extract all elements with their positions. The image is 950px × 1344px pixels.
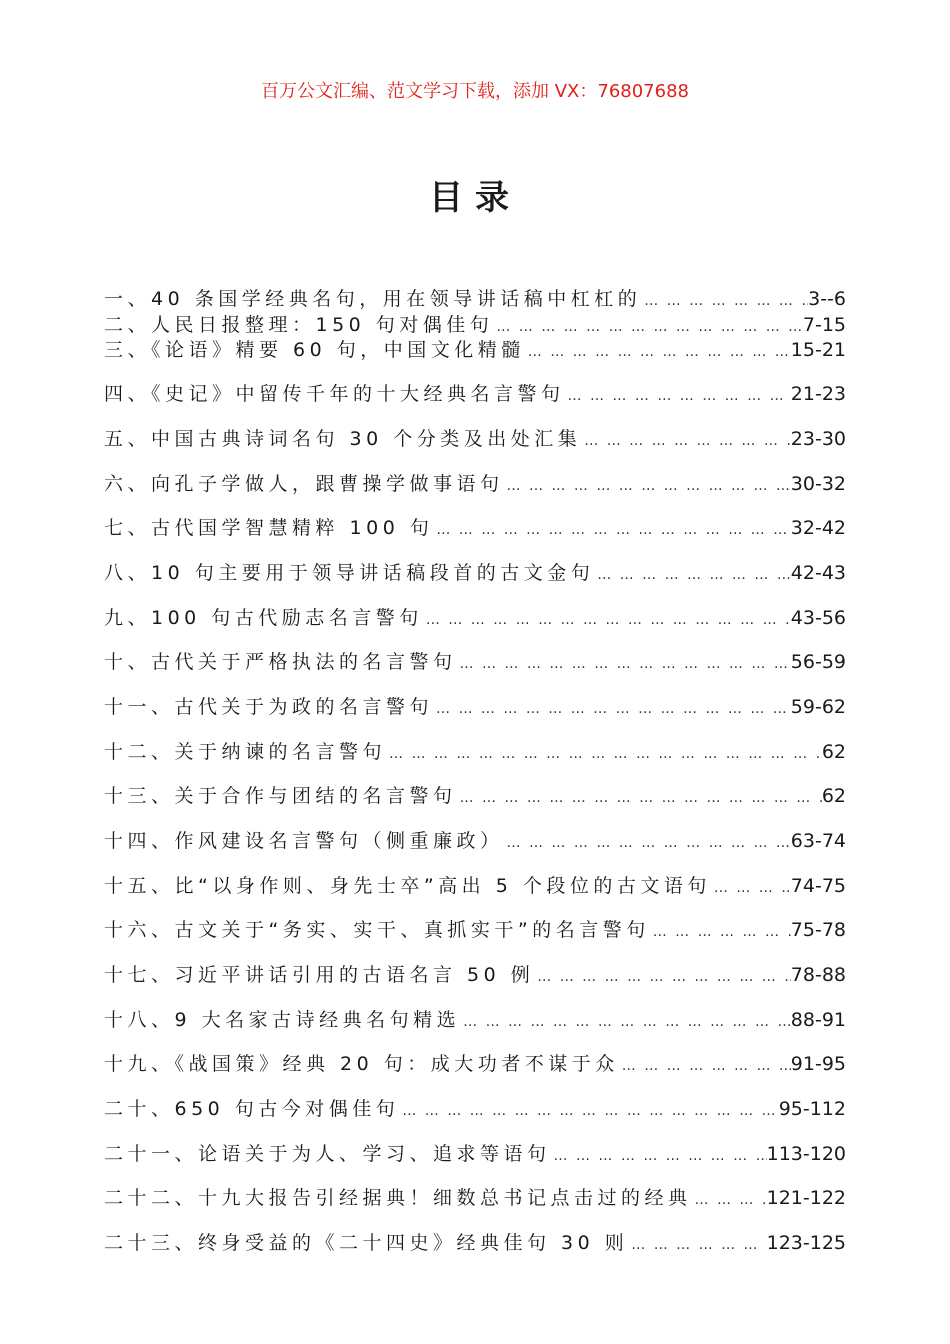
toc-entry[interactable] — [104, 424, 846, 450]
toc-entry-text: 十、古代关于严格执法的名言警句 — [104, 651, 457, 673]
toc-entry-page: 95-112 — [778, 1098, 846, 1120]
toc-entry-text: 六、向孔子学做人，跟曹操学做事语句 — [104, 473, 504, 495]
toc-entry-page: 88-91 — [790, 1009, 846, 1031]
toc-leader-dots — [386, 746, 822, 762]
toc-entry-text: 二十三、终身受益的《二十四史》经典佳句 30 则 — [104, 1232, 629, 1254]
toc-leader-dots — [650, 924, 791, 940]
toc-leader-dots — [594, 567, 791, 583]
toc-entry-text: 九、100 句古代励志名言警句 — [104, 607, 423, 629]
toc-entry-page: 113-120 — [766, 1143, 846, 1165]
toc-entry-text: 十三、关于合作与团结的名言警句 — [104, 785, 457, 807]
toc-leader-dots — [460, 1014, 791, 1030]
toc-entry[interactable] — [104, 1005, 846, 1031]
toc-entry-text: 十六、古文关于“务实、实干、真抓实干”的名言警句 — [104, 919, 650, 941]
toc-entry-text: 十五、比“以身作则、身先士卒”高出 5 个段位的古文语句 — [104, 875, 711, 897]
toc-entry-text: 十二、关于纳谏的名言警句 — [104, 741, 387, 763]
toc-leader-dots — [581, 433, 791, 449]
toc-entry-page: 74-75 — [790, 875, 846, 897]
toc-entry[interactable] — [104, 469, 846, 495]
toc-entry[interactable] — [104, 284, 846, 310]
toc-entry[interactable] — [104, 310, 846, 336]
toc-entry[interactable] — [104, 647, 846, 673]
toc-leader-dots — [565, 388, 791, 404]
toc-entry-text: 四、《史记》中留传千年的十大经典名言警句 — [104, 383, 565, 405]
toc-entry-text: 五、中国古典诗词名句 30 个分类及出处汇集 — [104, 428, 582, 450]
toc-entry-page: 78-88 — [790, 964, 846, 986]
toc-entry-page: 30-32 — [790, 473, 846, 495]
toc-entry[interactable] — [104, 513, 846, 539]
toc-entry[interactable] — [104, 335, 846, 361]
page-title: 目录 — [429, 178, 521, 218]
toc-entry-page: 15-21 — [790, 339, 846, 361]
toc-entry-page: 75-78 — [790, 919, 846, 941]
toc-entry[interactable] — [104, 737, 846, 763]
toc-leader-dots — [433, 701, 791, 717]
toc-entry-text: 八、10 句主要用于领导讲话稿段首的古文金句 — [104, 562, 595, 584]
toc-entry-text: 十九、《战国策》经典 20 句：成大功者不谋于众 — [104, 1053, 619, 1075]
toc-entry-page: 56-59 — [790, 651, 846, 673]
toc-leader-dots — [457, 790, 822, 806]
toc-entry[interactable] — [104, 1049, 846, 1075]
toc-entry[interactable] — [104, 960, 846, 986]
toc-entry-page: 59-62 — [790, 696, 846, 718]
toc-leader-dots — [551, 1148, 767, 1164]
toc-entry-page: 62 — [821, 785, 846, 807]
toc-entry-page: 91-95 — [790, 1053, 846, 1075]
toc-leader-dots — [433, 522, 790, 538]
toc-entry-text: 二十、650 句古今对偶佳句 — [104, 1098, 400, 1120]
toc-entry-text: 一、40 条国学经典名句，用在领导讲话稿中杠杠的 — [104, 288, 642, 310]
toc-entry-page: 121-122 — [766, 1187, 846, 1209]
toc-entry[interactable] — [104, 871, 846, 897]
toc-leader-dots — [628, 1237, 766, 1253]
toc-entry-page: 123-125 — [766, 1232, 846, 1254]
toc-entry-text: 十一、古代关于为政的名言警句 — [104, 696, 434, 718]
toc-entry[interactable] — [104, 1228, 846, 1254]
toc-leader-dots — [504, 478, 791, 494]
toc-entry[interactable] — [104, 603, 846, 629]
toc-entry-page: 32-42 — [790, 517, 846, 539]
toc-leader-dots — [534, 969, 791, 985]
toc-entry[interactable] — [104, 1094, 846, 1120]
toc-entry-page: 7-15 — [802, 314, 846, 336]
toc-entry-page: 21-23 — [790, 383, 846, 405]
toc-entry[interactable] — [104, 826, 846, 852]
toc-entry-text: 七、古代国学智慧精粹 100 句 — [104, 517, 434, 539]
toc-leader-dots — [692, 1192, 767, 1208]
toc-entry[interactable] — [104, 1183, 846, 1209]
toc-entry[interactable] — [104, 379, 846, 405]
toc-entry-page: 23-30 — [790, 428, 846, 450]
toc-entry[interactable] — [104, 915, 846, 941]
toc-leader-dots — [619, 1058, 791, 1074]
toc-entry[interactable] — [104, 781, 846, 807]
toc-entry-page: 3--6 — [808, 288, 846, 310]
toc-entry-text: 十四、作风建设名言警句（侧重廉政） — [104, 830, 504, 852]
toc-leader-dots — [457, 656, 791, 672]
toc-entry-text: 十七、习近平讲话引用的古语名言 50 例 — [104, 964, 535, 986]
toc-leader-dots — [423, 612, 791, 628]
toc-leader-dots — [399, 1103, 778, 1119]
toc-entry-text: 十八、9 大名家古诗经典名句精选 — [104, 1009, 461, 1031]
header-banner: 百万公文汇编、范文学习下载，添加 VX：76807688 — [261, 81, 689, 102]
toc-entry-page: 62 — [821, 741, 846, 763]
toc-entry-text: 二十二、十九大报告引经据典！细数总书记点击过的经典 — [104, 1187, 692, 1209]
toc-entry-text: 二十一、论语关于为人、学习、追求等语句 — [104, 1143, 551, 1165]
toc-leader-dots — [641, 293, 808, 309]
toc-entry-page: 63-74 — [790, 830, 846, 852]
toc-leader-dots — [525, 344, 791, 360]
toc-entry[interactable] — [104, 692, 846, 718]
toc-leader-dots — [504, 835, 791, 851]
toc-entry-page: 43-56 — [790, 607, 846, 629]
toc-entry-text: 三、《论语》精要 60 句，中国文化精髓 — [104, 339, 525, 361]
toc-leader-dots — [493, 319, 803, 335]
toc-entry-page: 42-43 — [790, 562, 846, 584]
toc-entry[interactable] — [104, 1139, 846, 1165]
toc-leader-dots — [711, 880, 791, 896]
toc-entry[interactable] — [104, 558, 846, 584]
toc-entry-text: 二、人民日报整理：150 句对偶佳句 — [104, 314, 494, 336]
